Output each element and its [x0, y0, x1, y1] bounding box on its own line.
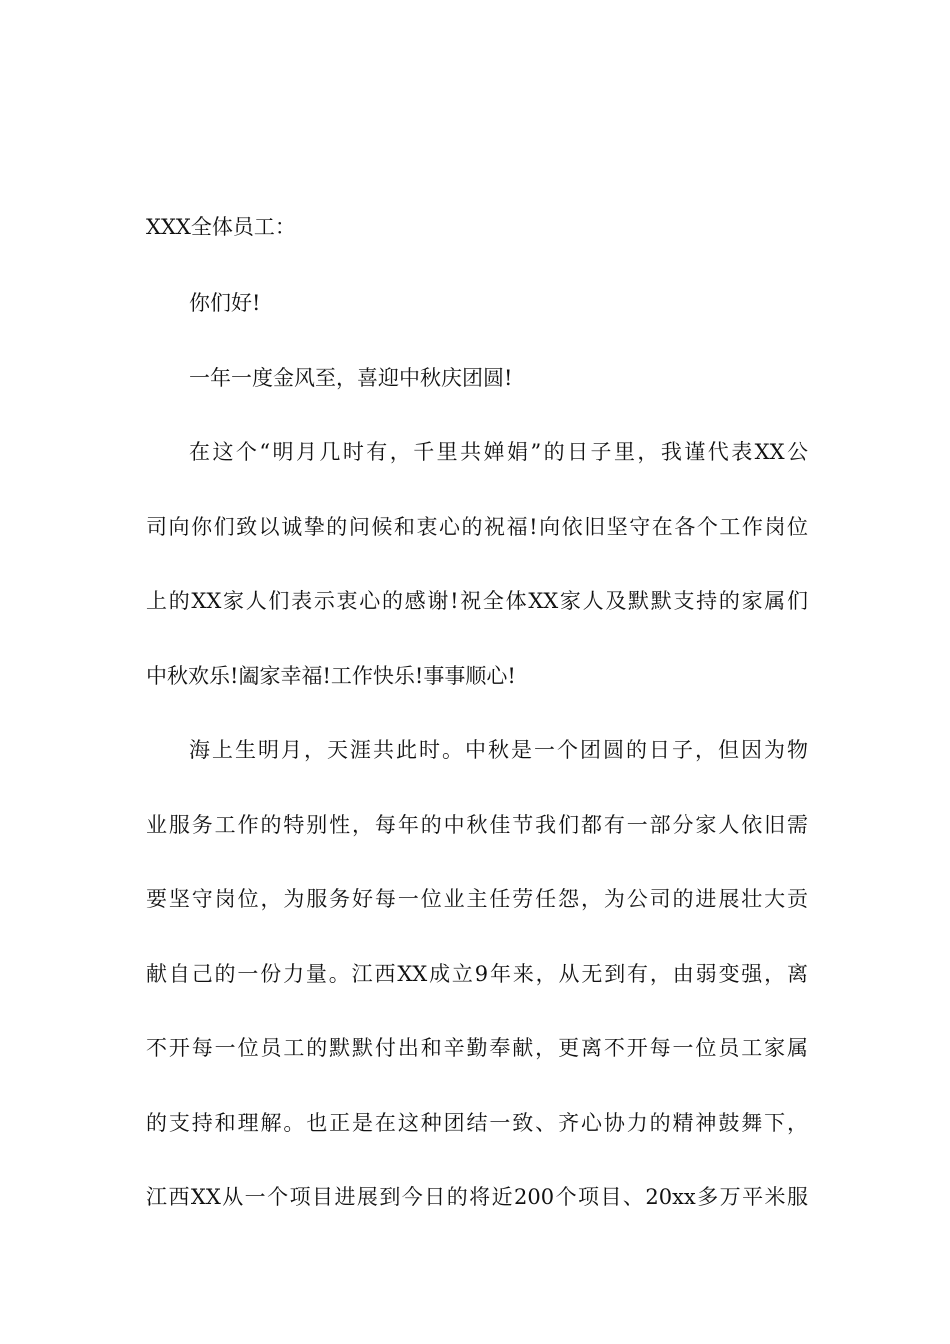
paragraph-line: 在这个“明月几时有，千里共婵娟”的日子里，我谨代表XX公 — [189, 440, 808, 464]
paragraph-line: 中秋欢乐!阖家幸福!工作快乐!事事顺心! — [146, 663, 516, 688]
salutation-line: XXX全体员工： — [146, 215, 296, 239]
letter-body — [146, 202, 808, 1247]
paragraph-line: 的支持和理解。也正是在这种团结一致、齐心协力的精神鼓舞下， — [146, 1110, 808, 1135]
paragraph-line: 江西XX从一个项目进展到今日的将近200个项目、20xx多万平米服 — [146, 1185, 808, 1209]
opening-line: 一年一度金风至，喜迎中秋庆团圆! — [189, 365, 513, 390]
paragraph-line: 海上生明月，天涯共此时。中秋是一个团圆的日子，但因为物 — [189, 738, 808, 762]
paragraph-line: 业服务工作的特别性，每年的中秋佳节我们都有一部分家人依旧需 — [146, 812, 808, 837]
paragraph-line: 上的XX家人们表示衷心的感谢!祝全体XX家人及默默支持的家属们 — [146, 589, 808, 613]
greeting-line: 你们好! — [189, 291, 261, 315]
paragraph-line: 司向你们致以诚挚的问候和衷心的祝福!向依旧坚守在各个工作岗位 — [146, 514, 808, 539]
paragraph-line: 献自己的一份力量。江西XX成立9年来，从无到有，由弱变强，离 — [146, 961, 808, 986]
paragraph-line: 要坚守岗位，为服务好每一位业主任劳任怨，为公司的进展壮大贡 — [146, 887, 808, 911]
paragraph-line: 不开每一位员工的默默付出和辛勤奉献，更离不开每一位员工家属 — [146, 1036, 808, 1060]
